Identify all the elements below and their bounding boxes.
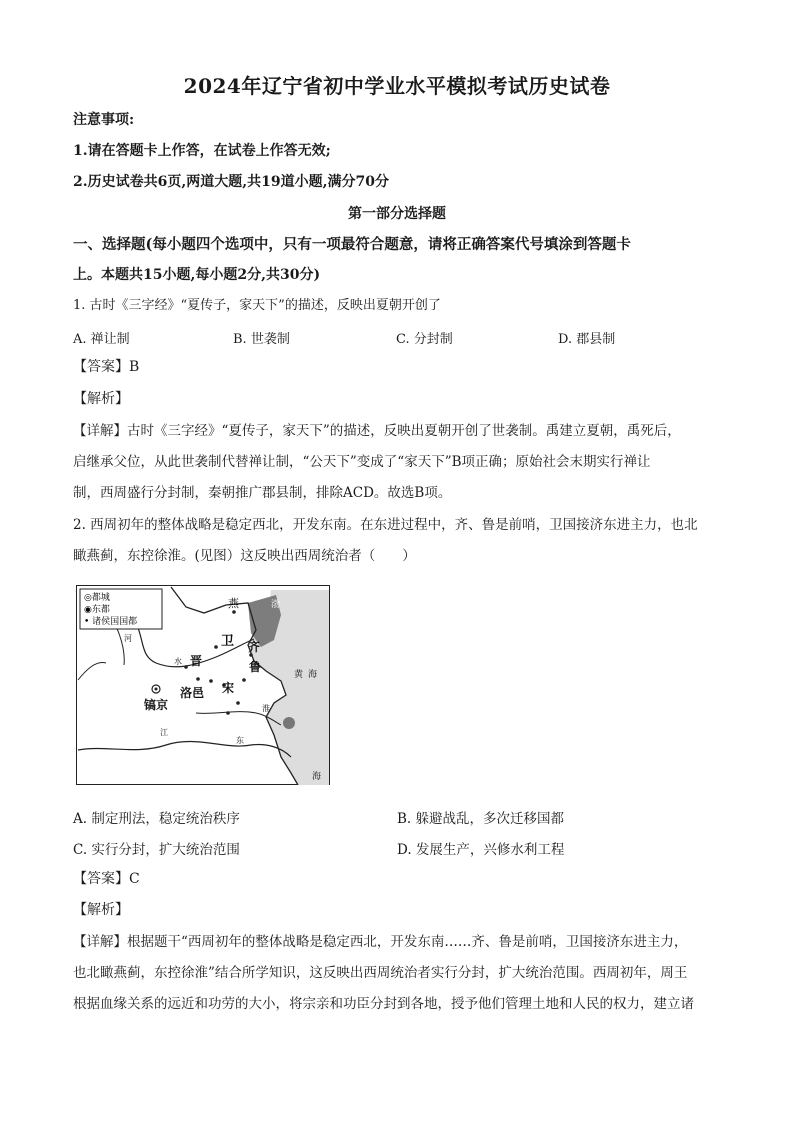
q2-detail-line1: 【详解】根据题干“西周初年的整体战略是稳定西北，开发东南……齐、鲁是前哨，卫国接济东进主力，	[73, 934, 688, 950]
q1-detail-line3: 制，西周盛行分封制，秦朝推广郡县制，排除ACD。故选B项。	[73, 485, 452, 501]
marker-island	[283, 717, 295, 729]
marker-lu	[242, 678, 246, 682]
label-huai: 淮	[262, 704, 270, 713]
q2-option-d: D. 发展生产，兴修水利工程	[397, 842, 565, 858]
q1-analysis-label: 【解析】	[73, 391, 129, 407]
legend-vassal-capital: • 诸侯国国都	[84, 617, 138, 627]
q1-option-d: D. 郡县制	[558, 332, 616, 347]
q2-option-a: A. 制定刑法，稳定统治秩序	[73, 811, 240, 827]
notice-item-1: 1.请在答题卡上作答，在试卷上作答无效;	[73, 143, 331, 159]
q2-answer: 【答案】C	[73, 871, 140, 887]
part1-instruction-line2: 上。本题共15小题,每小题2分,共30分)	[73, 267, 321, 283]
part1-heading: 第一部分选择题	[348, 206, 446, 222]
marker-jin	[184, 665, 188, 669]
label-lu: 鲁	[249, 660, 262, 674]
q1-option-b: B. 世袭制	[233, 332, 290, 347]
q1-detail-line2: 启继承父位，从此世袭制代替禅让制，“公天下”变成了“家天下”B项正确；原始社会末期实行禅让	[73, 454, 651, 470]
marker-wei	[214, 645, 218, 649]
marker-haojing-dot	[155, 688, 158, 691]
label-dong: 东	[236, 736, 244, 745]
q2-stem-line2: 瞰燕蓟，东控徐淮。(见图）这反映出西周统治者（ ）	[73, 548, 416, 564]
notice-heading: 注意事项:	[73, 112, 135, 128]
label-bo: 渤	[271, 600, 281, 610]
label-song: 宋	[222, 681, 235, 695]
marker-luoyi-a	[196, 677, 200, 681]
q2-detail-line2: 也北瞰燕蓟，东控徐淮”结合所学知识，这反映出西周统治者实行分封，扩大统治范围。西周初年，周王	[73, 965, 688, 981]
western-zhou-map	[76, 585, 330, 785]
label-wei: 卫	[221, 634, 235, 649]
label-luoyi: 洛邑	[180, 686, 205, 700]
q2-detail-line3: 根据血缘关系的远近和功劳的大小，将宗亲和功臣分封到各地，授予他们管理土地和人民的权力，建立诸	[73, 996, 694, 1012]
q1-option-a: A. 禅让制	[73, 332, 130, 347]
label-he: 河	[124, 634, 132, 643]
label-haojing: 镐京	[144, 698, 169, 712]
q1-answer: 【答案】B	[73, 359, 140, 375]
label-donghai: 海	[312, 772, 322, 782]
legend-capital: ◎都城	[84, 593, 110, 603]
label-qi: 齐	[248, 640, 261, 654]
label-huang: 黄	[294, 670, 304, 680]
marker-luoyi-b	[209, 679, 213, 683]
q2-option-b: B. 躲避战乱，多次迁移国都	[397, 811, 565, 827]
marker-yan	[232, 610, 236, 614]
label-hai: 海	[308, 670, 318, 680]
marker-south-a	[226, 711, 230, 715]
q2-analysis-label: 【解析】	[73, 902, 129, 918]
label-yan: 燕	[228, 597, 239, 610]
notice-item-2: 2.历史试卷共6页,两道大题,共19道小题,满分70分	[73, 174, 389, 190]
label-jiang: 江	[160, 728, 168, 737]
q1-option-c: C. 分封制	[396, 332, 453, 347]
part1-instruction-line1: 一、选择题(每小题四个选项中，只有一项最符合题意，请将正确答案代号填涂到答题卡	[73, 236, 631, 253]
page-title: 2024年辽宁省初中学业水平模拟考试历史试卷	[183, 74, 611, 98]
q2-stem-line1: 2. 西周初年的整体战略是稳定西北，开发东南。在东进过程中，齐、鲁是前哨，卫国接济东进主力，也北	[73, 517, 698, 533]
q1-detail-line1: 【详解】古时《三字经》“夏传子，家天下”的描述，反映出夏朝开创了世袭制。禹建立夏朝，禹死后，	[73, 423, 681, 439]
legend-east-capital: ◉东都	[84, 605, 110, 615]
q1-stem: 1. 古时《三字经》“夏传子，家天下”的描述，反映出夏朝开创了	[73, 298, 441, 313]
q2-option-c: C. 实行分封，扩大统治范围	[73, 842, 240, 858]
label-shui: 水	[174, 657, 182, 666]
marker-south-b	[236, 701, 240, 705]
label-jin: 晋	[190, 654, 203, 668]
